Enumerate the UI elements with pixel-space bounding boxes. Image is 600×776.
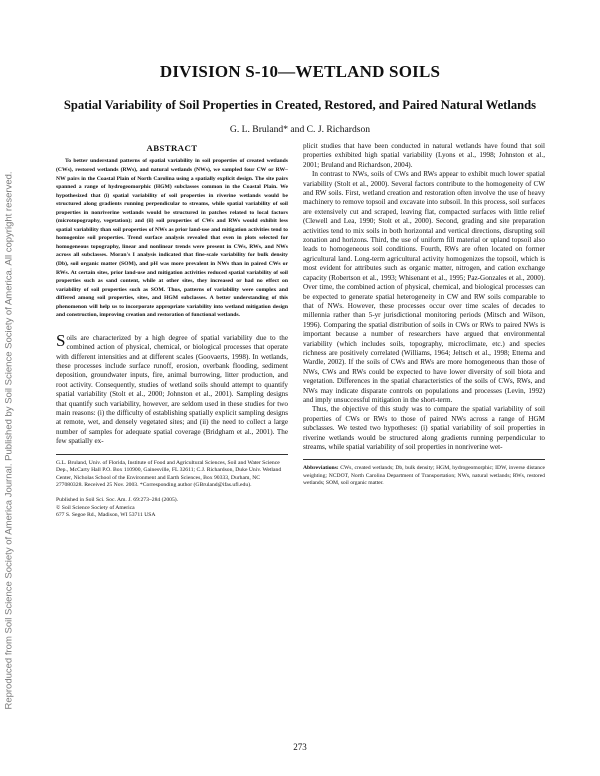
footnote-rule [56, 454, 288, 455]
abbreviations-text: CWs, created wetlands; Db, bulk density; HGM, hydrogeomorphic; IDW, inverse distance weighting; NCDOT, North Carolina Department of Transportation; NWs, natural wetlands; RWs, restored wetlands; SOM, soil organic matter. [303, 465, 545, 487]
page-number: 273 [293, 742, 307, 752]
abbreviations [303, 465, 545, 488]
copyright-side-note [2, 120, 16, 760]
abstract-text: To better understand patterns of spatial variability in soil properties of created wetlands (CWs), restored wetlands (RWs), and natural wetlands (NWs), we sampled four CW or RW–NW pairs in the Coastal Plain of North Carolina using a spatially explicit design. The site pairs spanned a range of hydrogeomorphic (HGM) subclasses common in the Coastal Plain. We hypothesized that (i) spatial variability of soil properties in riverine wetlands would be structured along gradients running perpendicular to streams, while spatial variability of soil properties in nonriverine wetlands would be structured in patches related to local factors (microtopography, vegetation); and (ii) soil properties of CWs and RWs would exhibit less spatial variability than soil properties of NWs as prior land-use and mitigation activities tend to homogenize soil properties. Trend surface analysis revealed that even in plots selected for homogeneous topography, linear and nonlinear trends were present in CWs, RWs, and NWs across all subclasses. Moran's I analysis indicated that fine-scale variability for bulk density (Db), soil organic matter (SOM), and pH was more prevalent in NWs than in paired CWs or RWs. At certain sites, prior land-use and mitigation activities reduced spatial variability of soil properties such as sand content, while at other sites, they increased or had no effect on variability of soil properties such as SOM. Thus, patterns of variability were complex and differed among soil properties, sites, and HGM subclasses. A better understanding of this phenomenon will help us to incorporate appropriate variability into wetland mitigation design and construction, improving creation and restoration of functional wetlands. [56, 158, 288, 319]
right-column [303, 142, 545, 488]
intro-paragraph: Soils are characterized by a high degree of spatial variability due to the combined action of physical, chemical, or biological processes that operate with different intensities and at different scales (Goovaerts, 1998). In wetlands, these processes include surface runoff, erosion, overbank flooding, sediment deposition, groundwater inputs, fire, animal burrowing, litter production, and root activity. Consequently, studies of wetland soils should attempt to quantify spatial variability (Stolt et al., 2000; Johnston et al., 2001). Sampling designs that quantify such variability, however, are seldom used in these studies for two main reasons: (i) the difficulty of establishing spatially explicit sampling designs at remote, wet, and densely vegetated sites; and (ii) the need to collect a large number of samples for adequate spatial coverage (Bridgham et al., 2001). The few spatially ex- [56, 330, 288, 446]
article-title: Spatial Variability of Soil Properties in Created, Restored, and Paired Natural Wetlands [63, 98, 537, 112]
publication-line: Published in Soil Sci. Soc. Am. J. 69:273–284 (2005). [56, 497, 179, 504]
division-heading: DIVISION S-10—WETLAND SOILS [159, 62, 441, 81]
author-affiliation-footnote: G.L. Bruland, Univ. of Florida, Institute of Food and Agricultural Sciences, Soil and Water Science Dep., McCarty Hall P.O. Box 110900, Gainesville, FL 32611; C.J. Richardson, Duke Univ. Wetland Center, Nicholas School of the Environment and Earth Sciences, Box 90333, Durham, NC 277080328. Received 25 Nov. 2003. *Corresponding author (GBruland@ifas.ufl.edu). [56, 459, 282, 489]
body-paragraph: Thus, the objective of this study was to compare the spatial variability of soil properties of CWs or RWs to those of paired NWs across a range of HGM subclasses. We tested two hypotheses: (i) spatial variability of soil properties in riverine wetlands would be structured along gradients running perpendicular to streams, while spatial variability of soil properties in nonriverine wet- [303, 405, 545, 451]
author-line: G. L. Bruland* and C. J. Richardson [229, 124, 371, 135]
abbreviations-rule [303, 459, 545, 460]
left-column [56, 144, 288, 520]
body-paragraph: plicit studies that have been conducted in natural wetlands have found that soil properties exhibited high spatial variability (Lyons et al., 1998; Johnston et al., 2001; Bruland and Richardson, 2004). [303, 142, 545, 169]
body-paragraph: In contrast to NWs, soils of CWs and RWs appear to exhibit much lower spatial variability (Stolt et al., 2000). Several factors contribute to the homogeneity of CW and RW soils. First, wetland creation and restoration often involve the use of heavy machinery to remove topsoil and excavate into subsoil. In this process, soil surfaces are extensively cut and scraped, leaving flat, compacted surfaces with little relief (Clewell and Lea, 1990; Stolt et al., 2000). Second, grading and site preparation activities tend to mix soils in both horizontal and vertical directions, disrupting soil zonation and horizons. Third, the use of uniform fill material or upland topsoil also leads to homogeneous soil conditions. Fourth, RWs are often located on former agricultural land. Long-term agricultural activity homogenizes the topsoil, which is most evident for attributes such as organic matter, nitrogen, and cation exchange capacity (Robertson et al., 1993; Whisenant et al., 1995; Paz-Gonzales et al., 2000). Over time, the combined action of physical, chemical, and biological processes can be expected to generate spatial heterogeneity in CW and RW soils comparable to that of NWs. However, these processes occur over time scales of decades to millennia rather than 5-yr jurisdictional monitoring periods (Mitsch and Wilson, 1996). Comparing the spatial distribution of soils in CWs or RWs to paired NWs is important because a number of researchers have argued that environmental variability (which includes soils, topography, microclimate, etc.) and species richness are positively correlated (Williams, 1964; Jeltsch et al., 1998; Ettema and Wardle, 2002). If the soils of CWs and RWs are more homogeneous than those of NWs, CWs and RWs could be expected to have lower diversity of soil biota and vegetation. Differences in the spatial characteristics of the soils of CWs, RWs, and NWs may indicate disparate controls on populations and processes (Levin, 1992) and imply unsuccessful mitigation in the short-term. [303, 170, 545, 404]
copyright-text: Reproduced from Soil Science Society of America Journal. Published by Soil Science Society of America. All copyright reserved. [3, 170, 15, 710]
abbreviations-label: Abbreviations: [303, 465, 339, 472]
publication-line: 677 S. Segoe Rd., Madison, WI 53711 USA [56, 512, 156, 519]
abstract-heading: ABSTRACT [146, 143, 198, 153]
publication-line: © Soil Science Society of America [56, 504, 135, 511]
publication-info [56, 497, 288, 520]
